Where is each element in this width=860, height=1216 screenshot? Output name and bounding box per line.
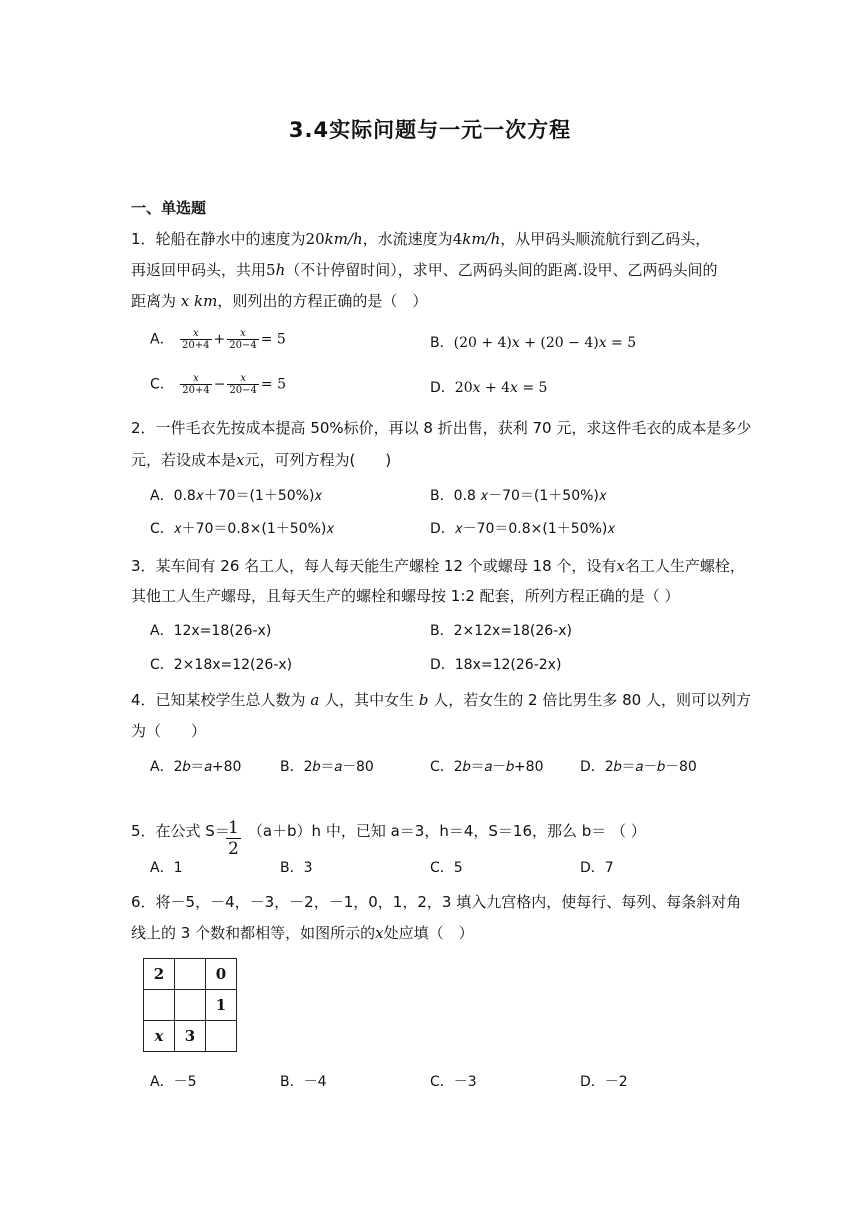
denominator: 20+4 bbox=[182, 385, 210, 396]
q1-unit: km/ℎ bbox=[462, 230, 501, 248]
grid-row bbox=[144, 1021, 237, 1052]
q5-option-a: A．1 bbox=[150, 860, 183, 876]
q1-unit: km/ℎ bbox=[324, 230, 363, 248]
q5-text: 5．在公式 S＝ bbox=[131, 822, 230, 840]
fraction bbox=[227, 373, 258, 396]
q5-option-d: D．7 bbox=[580, 860, 614, 876]
numerator: 1 bbox=[228, 818, 239, 838]
question-1-line-1 bbox=[131, 228, 710, 249]
equation-rhs: = 5 bbox=[260, 331, 286, 348]
q1-text: ，水流速度为 bbox=[362, 230, 453, 248]
q2-option-b: B．0.8 𝑥－70＝(1＋50%)𝑥 bbox=[430, 488, 607, 504]
question-1-line-2 bbox=[131, 259, 718, 280]
magic-square-grid bbox=[143, 958, 237, 1052]
question-4-line-1 bbox=[131, 689, 751, 710]
q4-option-d: D．2𝑏＝𝑎－𝑏－80 bbox=[580, 759, 697, 775]
q1-var-x: x bbox=[180, 292, 190, 310]
option-label: C． bbox=[150, 376, 174, 393]
q2-option-a: A．0.8𝑥＋70＝(1＋50%)𝑥 bbox=[150, 488, 323, 504]
q1-text: ，则列出的方程正确的是（ ） bbox=[217, 292, 428, 310]
operator: − bbox=[213, 376, 226, 393]
q3-option-a: A．12x=18(26-x) bbox=[150, 623, 272, 639]
q1-time-value: 5 bbox=[266, 261, 276, 279]
q4-var-a: a bbox=[310, 691, 320, 709]
question-1-line-3 bbox=[131, 290, 427, 311]
option-label: A． bbox=[150, 331, 174, 348]
q6-text: 处应填（ ） bbox=[383, 924, 474, 942]
numerator: x bbox=[180, 328, 211, 340]
grid-cell bbox=[175, 959, 206, 990]
fraction bbox=[180, 328, 211, 351]
q4-option-c: C．2𝑏＝𝑎－𝑏+80 bbox=[430, 759, 544, 775]
q3-text: 3．某车间有 26 名工人，每人每天能生产螺栓 12 个或螺母 18 个，设有 bbox=[131, 557, 617, 575]
grid-cell: 1 bbox=[206, 990, 237, 1021]
numerator: x bbox=[180, 373, 211, 385]
q4-option-b: B．2𝑏＝𝑎－80 bbox=[280, 759, 374, 775]
grid-cell bbox=[206, 1021, 237, 1052]
q1-option-b bbox=[430, 332, 636, 352]
grid-cell bbox=[144, 990, 175, 1021]
grid-cell: 2 bbox=[144, 959, 175, 990]
equation-rhs: = 5 bbox=[260, 376, 286, 393]
numerator: x bbox=[227, 328, 258, 340]
grid-row bbox=[144, 959, 237, 990]
q2-option-d: D．𝑥－70＝0.8×(1＋50%)𝑥 bbox=[430, 521, 616, 537]
q3-option-b: B．2×12x=18(26-x) bbox=[430, 623, 572, 639]
option-text: (20 + 4)𝑥 + (20 − 4)𝑥 = 5 bbox=[453, 335, 637, 351]
q6-option-b: B．－4 bbox=[280, 1074, 327, 1090]
grid-row bbox=[144, 990, 237, 1021]
grid-cell: x bbox=[144, 1021, 175, 1052]
option-text: 20𝑥 + 4𝑥 = 5 bbox=[454, 380, 548, 396]
q1-var-km: km bbox=[194, 292, 218, 310]
q1-text: 再返回甲码头，共用 bbox=[131, 261, 267, 279]
question-5-line bbox=[131, 820, 646, 841]
grid-cell: 0 bbox=[206, 959, 237, 990]
q6-option-d: D．－2 bbox=[580, 1074, 628, 1090]
q1-option-c bbox=[150, 373, 286, 396]
q5-text: （a＋b）h 中，已知 a＝3，h＝4，S＝16，那么 b＝ （ ） bbox=[247, 822, 646, 840]
question-6-line-2 bbox=[131, 922, 474, 943]
q2-option-c: C．𝑥＋70＝0.8×(1＋50%)𝑥 bbox=[150, 521, 335, 537]
q1-time-unit: ℎ bbox=[275, 261, 286, 279]
q1-text: 距离为 bbox=[131, 292, 177, 310]
question-3-line-2: 其他工人生产螺母，且每天生产的螺栓和螺母按 1:2 配套，所列方程正确的是（ ） bbox=[131, 587, 680, 605]
q6-text: 线上的 3 个数和都相等，如图所示的 bbox=[131, 924, 376, 942]
denominator: 20−4 bbox=[229, 340, 257, 351]
q4-text: 人，若女生的 2 倍比男生多 80 人，则可以列方 bbox=[433, 691, 751, 709]
q6-option-c: C．－3 bbox=[430, 1074, 477, 1090]
question-3-line-1 bbox=[131, 555, 745, 576]
section-heading: 一、单选题 bbox=[131, 199, 207, 217]
q3-var-x: x bbox=[616, 557, 625, 575]
q1-speed-still: 20 bbox=[305, 230, 325, 248]
denominator: 20+4 bbox=[182, 340, 210, 351]
q1-option-d bbox=[430, 377, 547, 397]
q1-text: ，从甲码头顺流航行到乙码头， bbox=[500, 230, 711, 248]
question-6-line-1: 6．将－5，－4，－3，－2，－1，0，1，2，3 填入九宫格内，使每行、每列、每条斜对角 bbox=[131, 893, 742, 911]
option-label: B． bbox=[430, 335, 454, 351]
q1-speed-water: 4 bbox=[452, 230, 463, 248]
q5-option-c: C．5 bbox=[430, 860, 463, 876]
q4-var-b: b bbox=[418, 691, 429, 709]
denominator: 2 bbox=[228, 839, 239, 859]
q2-var-x: x bbox=[236, 451, 245, 469]
fraction bbox=[227, 328, 258, 351]
grid-cell bbox=[175, 990, 206, 1021]
operator: + bbox=[213, 331, 226, 348]
q3-text: 名工人生产螺栓， bbox=[624, 557, 745, 575]
q3-option-d: D．18x=12(26-2x) bbox=[430, 657, 562, 673]
denominator: 20−4 bbox=[229, 385, 257, 396]
option-label: D． bbox=[430, 380, 455, 396]
numerator: x bbox=[227, 373, 258, 385]
question-2-line-1: 2．一件毛衣先按成本提高 50%标价，再以 8 折出售，获利 70 元，求这件毛衣的成本是多少 bbox=[131, 419, 752, 437]
page-title: 3.4实际问题与一元一次方程 bbox=[288, 118, 572, 142]
q1-option-a bbox=[150, 328, 286, 351]
q6-option-a: A．－5 bbox=[150, 1074, 197, 1090]
question-4-line-2: 为（ ） bbox=[131, 722, 207, 740]
q4-text: 4．已知某校学生总人数为 bbox=[131, 691, 306, 709]
fraction bbox=[180, 373, 211, 396]
q4-option-a: A．2𝑏＝𝑎+80 bbox=[150, 759, 242, 775]
grid-cell: 3 bbox=[175, 1021, 206, 1052]
q5-option-b: B．3 bbox=[280, 860, 313, 876]
q2-text: 元，可列方程为( ) bbox=[244, 451, 392, 469]
q6-var-x: x bbox=[375, 924, 384, 942]
q3-option-c: C．2×18x=12(26-x) bbox=[150, 657, 293, 673]
q1-text: （不计停留时间），求甲、乙两码头间的距离.设甲、乙两码头间的 bbox=[285, 261, 718, 279]
q1-text: 1．轮船在静水中的速度为 bbox=[131, 230, 306, 248]
q2-text: 元，若设成本是 bbox=[131, 451, 237, 469]
question-2-line-2 bbox=[131, 449, 391, 470]
q4-text: 人，其中女生 bbox=[324, 691, 415, 709]
